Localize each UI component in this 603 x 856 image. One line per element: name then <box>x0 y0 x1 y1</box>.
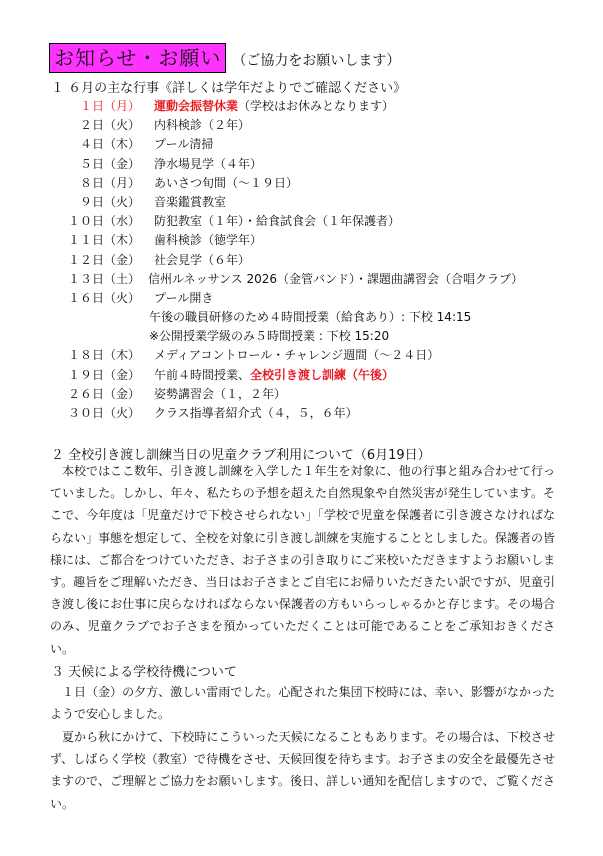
event-text: クラス指導者紹介式（４，５，６年） <box>154 406 358 420</box>
event-desc <box>154 97 394 116</box>
event-text: プール清掃 <box>154 137 214 152</box>
page-title: お知らせ・お願い <box>49 43 226 73</box>
event-text: 内科検診（２年） <box>154 118 251 133</box>
event-date: ９日（火） <box>79 194 140 209</box>
event-row <box>60 270 580 289</box>
event-date: １２日（金） <box>67 252 140 267</box>
page-header <box>49 43 400 73</box>
section1-heading: １ ６月の主な行事《詳しくは学年だよりでご確認ください》 <box>51 81 407 96</box>
event-row <box>60 212 580 231</box>
event-date: ８日（月） <box>79 175 140 190</box>
event-text: 防犯教室（１年）・給食試食会（１年保護者） <box>154 214 401 229</box>
event-row <box>60 193 580 212</box>
event-text: 午前４時間授業、 <box>154 367 251 382</box>
event-row <box>60 174 580 193</box>
event-row <box>60 116 580 135</box>
event-date: １日（月） <box>79 99 140 113</box>
event-text: 音楽鑑賞教室 <box>154 194 227 209</box>
event-date: １９日（金） <box>67 367 140 382</box>
section3-para2: 夏から秋にかけて、下校時にこういった天候になることもあります。その場合は、下校させず、しばらく学校（教室）で待機をさせ、天候回復を待ちます。お子さまの安全を最優先させますので、ご理解とご協力をお願いします。後日、詳しい通知を配信しますので、ご覧ください。 <box>50 730 555 811</box>
event-list <box>60 97 580 423</box>
event-date: ５日（金） <box>79 156 140 171</box>
event-text: ※公開授業学級のみ５時間授業 : 下校 15:20 <box>149 329 390 344</box>
event-row <box>60 135 580 154</box>
event-date: １３日（土） <box>67 271 140 286</box>
event-text: あいさつ旬間（～１９日） <box>154 175 299 190</box>
event-row <box>60 366 580 385</box>
event-row <box>60 385 580 404</box>
event-row <box>60 231 580 250</box>
event-row <box>60 404 580 423</box>
event-row <box>60 251 580 270</box>
event-text: 社会見学（６年） <box>154 252 251 267</box>
section2-heading: ２ 全校引き渡し訓練当日の児童クラブ利用について（6月19日） <box>51 448 431 463</box>
event-desc <box>154 366 394 385</box>
event-highlight: 全校引き渡し訓練（午後） <box>250 367 395 382</box>
section3-para1: １日（金）の夕方、激しい雷雨でした。心配された集団下校時には、幸い、影響がなかったようで安心しました。 <box>50 685 555 722</box>
section2-body: 本校ではここ数年、引き渡し訓練を入学した１年生を対象に、他の行事と組み合わせて行っていました。しかし、年々、私たちの予想を超えた自然現象や自然災害が発生しています。そこで、今年度は「児童だけで下校させられない」「学校で児童を保護者に引き渡さなければならない」事態を想定して、全校を対象に引き渡し訓練を実施することとしました。保護者の皆様には、ご都合をつけていただき、お子さまの引き取りにご来校いただきますようお願いします。趣旨をご理解いただき、当日はお子さまとご自宅にお帰りいただきたい訳ですが、児童引き渡し後にお仕事に戻らなければならない保護者の方もいらっしゃるかと存じます。その場合のみ、児童クラブでお子さまを預かっていただくことは可能であることをご承知おきください。 <box>50 464 555 656</box>
event-row <box>60 289 580 308</box>
event-date: ４日（木） <box>79 137 140 152</box>
event-date: ３０日（火） <box>67 406 140 420</box>
event-date: １６日（火） <box>67 290 140 305</box>
event-date: １１日（木） <box>67 233 140 248</box>
event-text: 浄水場見学（４年） <box>154 156 263 171</box>
event-text: プール開き <box>154 290 214 305</box>
event-date: １０日（水） <box>67 214 140 229</box>
event-row <box>60 308 580 327</box>
event-text: 歯科検診（徳学年） <box>154 233 263 248</box>
event-date: ２日（火） <box>79 118 140 133</box>
event-text: 運動会振替休業 <box>154 99 239 113</box>
section3-heading: ３ 天候による学校待機について <box>51 665 237 680</box>
event-row <box>60 155 580 174</box>
event-text: 姿勢講習会（１，２年） <box>154 386 287 401</box>
event-note: （学校はお休みとなります） <box>238 99 395 113</box>
event-text: 午後の職員研修のため４時間授業（給食あり）: 下校 14:15 <box>149 310 472 325</box>
event-text: 信州ルネッサンス 2026（金管バンド）・課題曲講習会（合唱クラブ） <box>148 271 524 286</box>
event-date: ２６日（金） <box>67 386 140 401</box>
event-row <box>60 327 580 346</box>
event-row <box>60 97 580 116</box>
event-row <box>60 346 580 365</box>
event-text: メディアコントロール・チャレンジ週間（～２４日） <box>154 348 440 363</box>
event-date: １８日（木） <box>67 348 140 363</box>
page-subtitle: （ご協力をお願いします） <box>232 53 401 69</box>
